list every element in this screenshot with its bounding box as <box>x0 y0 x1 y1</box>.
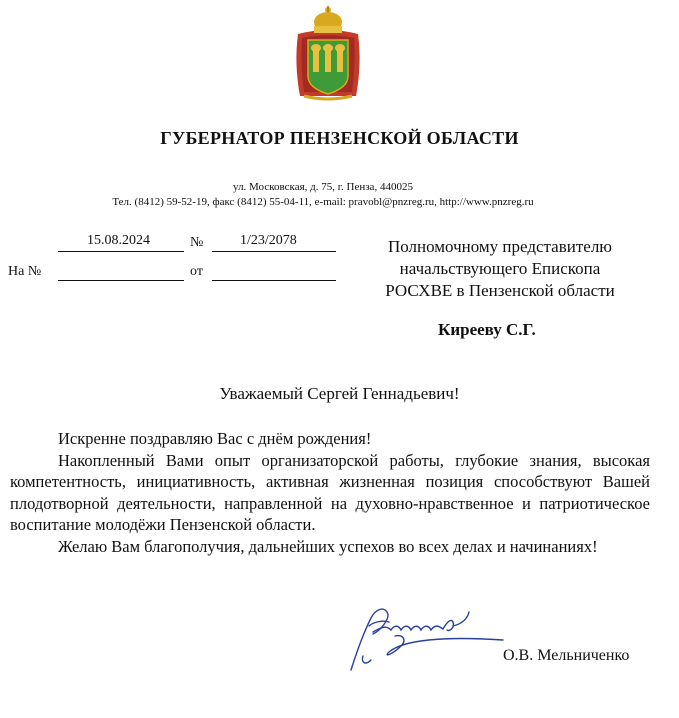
handwritten-signature-icon <box>343 596 513 676</box>
recipient-line-2: начальствующего Епископа <box>399 259 601 278</box>
signer-name: О.В. Мельниченко <box>503 647 630 664</box>
paragraph-greeting: Искренне поздравляю Вас с днём рождения! <box>58 429 372 448</box>
letter-body <box>10 428 650 557</box>
outgoing-date-line <box>58 251 184 252</box>
reference-number-line <box>58 280 184 281</box>
outgoing-date: 15.08.2024 <box>87 233 150 248</box>
coat-of-arms-icon <box>292 4 364 104</box>
addressee-name: Кирееву С.Г. <box>438 320 536 339</box>
outgoing-number-label: № <box>190 235 204 250</box>
reference-label: На № <box>8 264 42 279</box>
outgoing-number-line <box>212 251 336 252</box>
reference-date-line <box>212 280 336 281</box>
paragraph-wishes: Желаю Вам благополучия, дальнейших успехов во всех делах и начинаниях! <box>58 536 598 556</box>
paragraph-achievements: Накопленный Вами опыт организаторской работы, глубокие знания, высокая компетентность, инициативность, активная жизненная позиция способствуют Вашей плодотворной деятельности, направленной на духовно-нравственное и патриотическое воспитание молодёжи Пензенской области. <box>10 450 650 534</box>
outgoing-number: 1/23/2078 <box>240 233 297 248</box>
recipient-line-1: Полномочному представителю <box>387 237 613 256</box>
office-contacts: Тел. (8412) 59-52-19, факс (8412) 55-04-11, e-mail: pravobl@pnzreg.ru, http://www.pnzreg.ru <box>112 196 534 208</box>
recipient-line-3: РОСХВЕ в Пензенской области <box>385 281 615 300</box>
office-address: ул. Московская, д. 75, г. Пенза, 440025 <box>233 181 413 193</box>
governor-title: ГУБЕРНАТОР ПЕНЗЕНСКОЙ ОБЛАСТИ <box>160 128 519 148</box>
reference-from-label: от <box>190 264 203 279</box>
salutation: Уважаемый Сергей Геннадьевич! <box>219 384 460 403</box>
